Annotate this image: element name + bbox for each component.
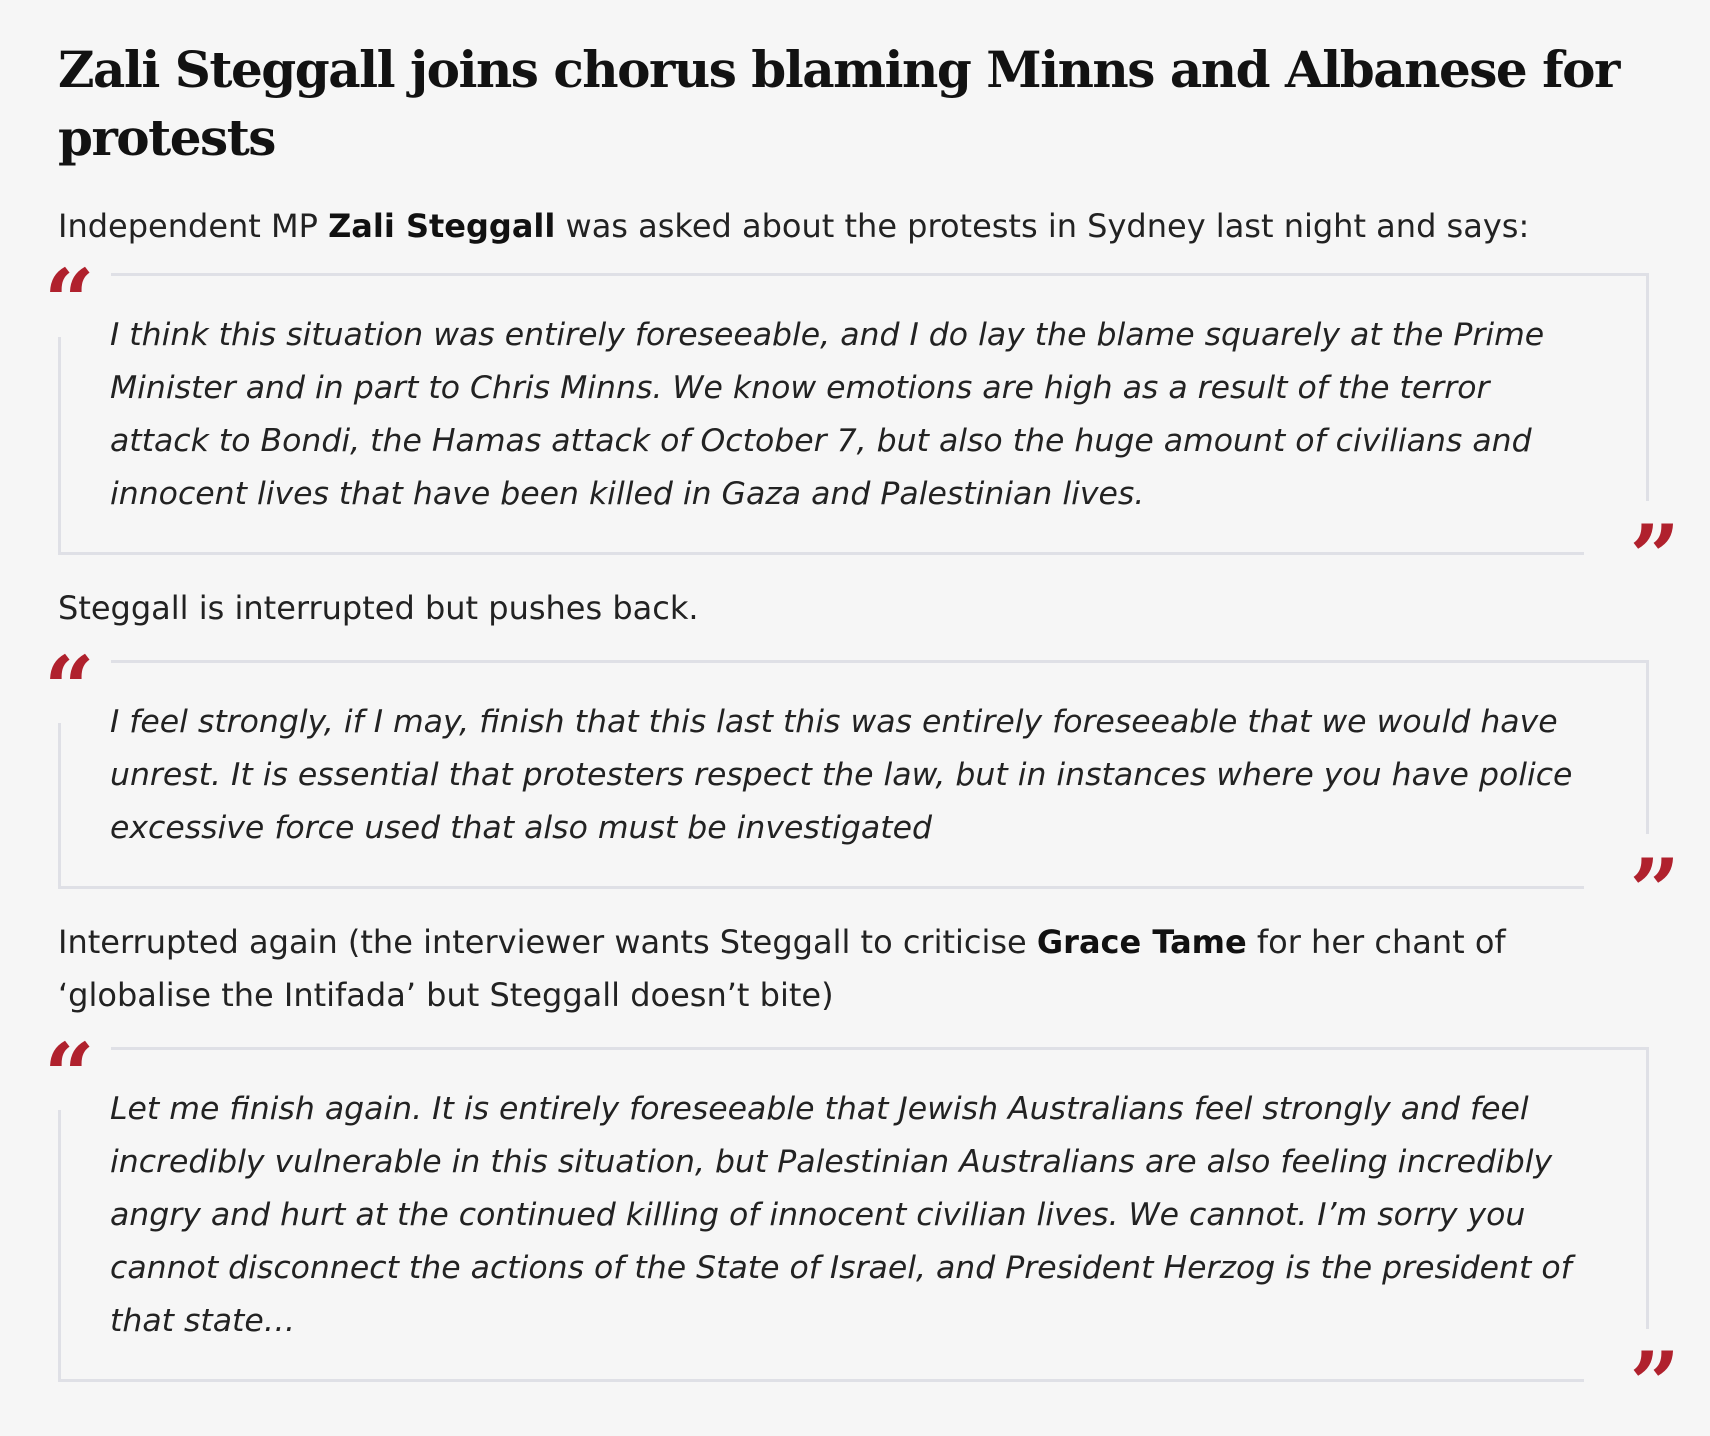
open-quote-icon: “ xyxy=(44,1023,95,1127)
paragraph-2: Steggall is interrupted but pushes back. xyxy=(58,589,699,627)
quote-frame-top xyxy=(111,1047,1649,1050)
quote-text-2: I feel strongly, if I may, finish that this last this was entirely foreseeable that we would have unrest. It is essential that protesters respect the law, but in instances where you have police excessive force used that also must be investigated xyxy=(110,704,1573,846)
intro-name: Zali Steggall xyxy=(328,207,556,245)
para3-name: Grace Tame xyxy=(1036,923,1247,961)
open-quote-icon: “ xyxy=(44,636,95,740)
para3-text-before: Interrupted again (the interviewer wants Steggall to criticise xyxy=(58,923,1037,961)
open-quote-icon: “ xyxy=(44,249,95,353)
quote-frame-bottom xyxy=(58,886,1584,889)
intro-text-before: Independent MP xyxy=(58,207,329,245)
paragraph-3 xyxy=(58,916,1650,1022)
quote-frame-left xyxy=(58,723,61,889)
quote-frame-right xyxy=(1646,273,1649,501)
quote-frame-bottom xyxy=(58,552,1584,555)
quote-frame-top xyxy=(111,660,1649,663)
close-quote-icon: ” xyxy=(1629,839,1680,943)
intro-text-after: was asked about the protests in Sydney last night and says: xyxy=(555,207,1530,245)
para3-text-after: for her chant of ‘globalise the Intifada’ but Steggall doesn’t bite) xyxy=(58,923,1506,1014)
quote-frame-left xyxy=(58,1110,61,1382)
headline: Zali Steggall joins chorus blaming Minns and Albanese for protests xyxy=(58,40,1619,167)
quote-frame-right xyxy=(1646,1047,1649,1329)
close-quote-icon: ” xyxy=(1629,505,1680,609)
quote-frame-right xyxy=(1646,660,1649,834)
quote-text-1: I think this situation was entirely foreseeable, and I do lay the blame squarely at the Prime Minister and in part to Chris Minns. We know emotions are high as a result of the terror attack to Bondi, the Hamas attack of October 7, but also the huge amount of civilians and innocent lives that have been killed in Gaza and Palestinian lives. xyxy=(110,317,1545,512)
intro-paragraph xyxy=(58,200,1650,253)
quote-frame-left xyxy=(58,337,61,555)
quote-frame-top xyxy=(111,273,1649,276)
blockquote-3 xyxy=(44,1023,1680,1436)
close-quote-icon: ” xyxy=(1629,1332,1680,1436)
quote-text-3: Let me finish again. It is entirely foreseeable that Jewish Australians feel strongly and feel incredibly vulnerable in this situation, but Palestinian Australians are also feeling incredibly angry and hurt at the continued killing of innocent civilian lives. We cannot. I’m sorry you cannot disconnect the actions of the State of Israel, and President Herzog is the president of that state… xyxy=(110,1091,1572,1339)
quote-frame-bottom xyxy=(58,1379,1584,1382)
